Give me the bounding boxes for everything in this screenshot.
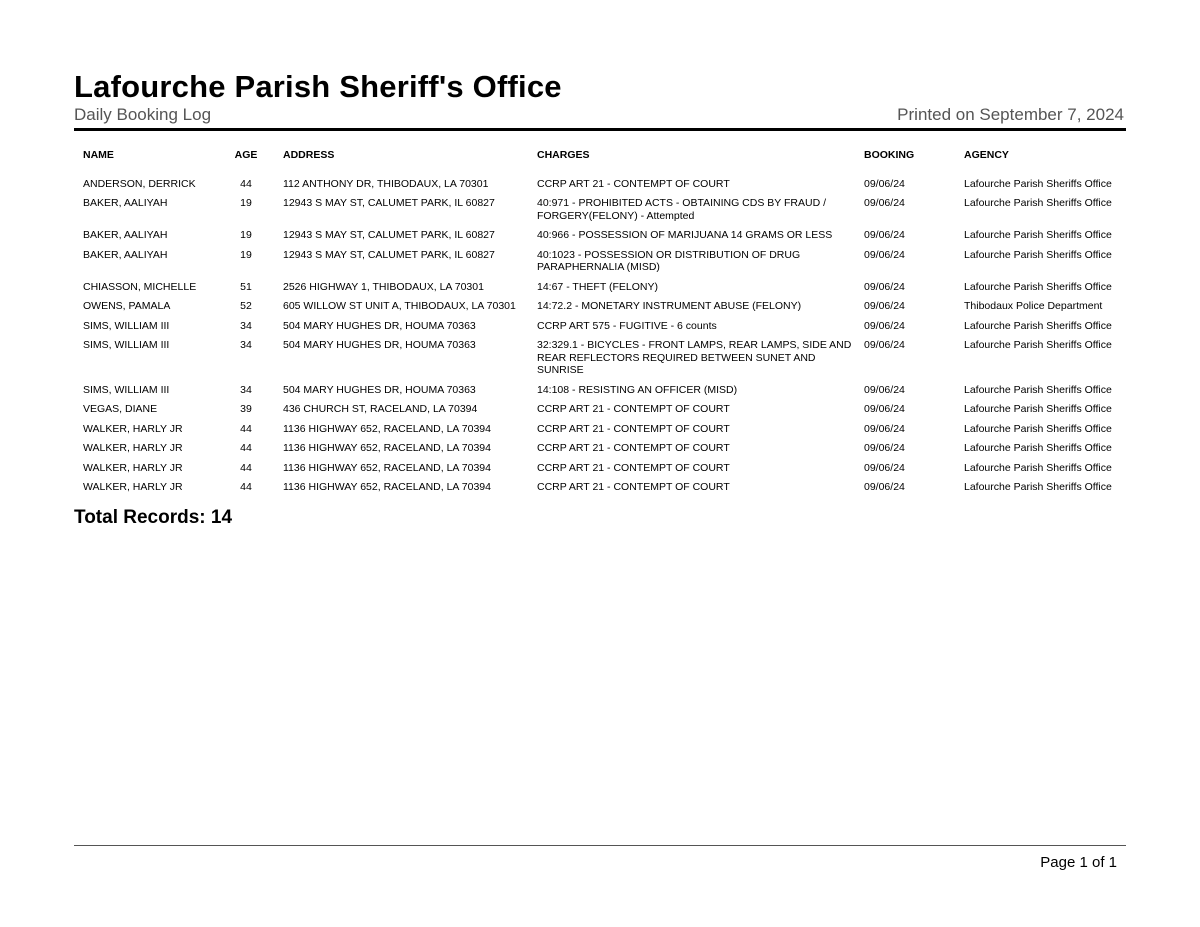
- cell-name: CHIASSON, MICHELLE: [83, 280, 197, 293]
- footer-divider: [74, 845, 1126, 846]
- cell-age: 51: [240, 280, 252, 293]
- column-header-name: NAME: [83, 149, 114, 161]
- cell-agency: Lafourche Parish Sheriffs Office: [964, 280, 1112, 293]
- cell-agency: Thibodaux Police Department: [964, 300, 1103, 312]
- cell-spacer: [269, 339, 283, 384]
- cell-charges: CCRP ART 575 - FUGITIVE - 6 counts: [537, 319, 717, 332]
- table-row: [83, 229, 1123, 249]
- cell-name: WALKER, HARLY JR: [83, 481, 183, 493]
- cell-age: 44: [240, 481, 252, 493]
- cell-age: 34: [240, 339, 252, 351]
- cell-age: 19: [240, 197, 252, 209]
- cell-charges: 40:971 - PROHIBITED ACTS - OBTAINING CDS BY FRAUD / FORGERY(FELONY) - Attempted: [537, 197, 827, 222]
- cell-spacer: [269, 462, 283, 482]
- table-row: [83, 442, 1123, 462]
- table-row: [83, 403, 1123, 423]
- cell-agency: Lafourche Parish Sheriffs Office: [964, 248, 1112, 261]
- cell-name: SIMS, WILLIAM III: [83, 319, 170, 332]
- cell-address: 504 MARY HUGHES DR, HOUMA 70363: [283, 339, 476, 351]
- table-row: [83, 320, 1123, 340]
- cell-name: WALKER, HARLY JR: [83, 461, 183, 474]
- cell-charges: 40:966 - POSSESSION OF MARIJUANA 14 GRAMS OR LESS: [537, 229, 833, 241]
- cell-booking: 09/06/24: [864, 229, 905, 241]
- cell-name: BAKER, AALIYAH: [83, 229, 168, 241]
- report-header: [74, 68, 1126, 128]
- cell-charges: 32:329.1 - BICYCLES - FRONT LAMPS, REAR LAMPS, SIDE AND REAR REFLECTORS REQUIRED BETWEEN SUNET AND SUNRISE: [537, 339, 852, 376]
- column-header-address: ADDRESS: [283, 149, 335, 161]
- cell-name: BAKER, AALIYAH: [83, 197, 168, 209]
- cell-name: VEGAS, DIANE: [83, 403, 158, 415]
- table-row: [83, 249, 1123, 281]
- table-row: [83, 197, 1123, 229]
- cell-booking: 09/06/24: [864, 197, 905, 209]
- cell-booking: 09/06/24: [864, 280, 905, 293]
- cell-charges: CCRP ART 21 - CONTEMPT OF COURT: [537, 481, 730, 493]
- cell-age: 19: [240, 229, 252, 241]
- cell-agency: Lafourche Parish Sheriffs Office: [964, 383, 1112, 396]
- cell-address: 12943 S MAY ST, CALUMET PARK, IL 60827: [283, 197, 495, 209]
- cell-booking: 09/06/24: [864, 422, 905, 435]
- cell-address: 1136 HIGHWAY 652, RACELAND, LA 70394: [283, 422, 491, 435]
- cell-age: 44: [240, 461, 252, 474]
- cell-name: OWENS, PAMALA: [83, 300, 171, 312]
- cell-agency: Lafourche Parish Sheriffs Office: [964, 339, 1112, 351]
- printed-date: Printed on September 7, 2024: [897, 105, 1124, 124]
- cell-address: 12943 S MAY ST, CALUMET PARK, IL 60827: [283, 229, 495, 241]
- cell-spacer: [269, 403, 283, 423]
- cell-agency: Lafourche Parish Sheriffs Office: [964, 442, 1112, 454]
- cell-address: 12943 S MAY ST, CALUMET PARK, IL 60827: [283, 248, 495, 261]
- cell-booking: 09/06/24: [864, 319, 905, 332]
- cell-booking: 09/06/24: [864, 300, 905, 312]
- cell-agency: Lafourche Parish Sheriffs Office: [964, 403, 1112, 415]
- cell-spacer: [269, 423, 283, 443]
- cell-spacer: [269, 320, 283, 340]
- cell-age: 34: [240, 383, 252, 396]
- column-header-charges: CHARGES: [537, 149, 590, 161]
- cell-booking: 09/06/24: [864, 339, 905, 351]
- cell-age: 44: [240, 177, 252, 190]
- cell-age: 44: [240, 422, 252, 435]
- table-row: [83, 178, 1123, 198]
- cell-charges: CCRP ART 21 - CONTEMPT OF COURT: [537, 177, 730, 190]
- cell-charges: CCRP ART 21 - CONTEMPT OF COURT: [537, 442, 730, 454]
- cell-name: WALKER, HARLY JR: [83, 422, 183, 435]
- cell-spacer: [269, 197, 283, 229]
- cell-charges: CCRP ART 21 - CONTEMPT OF COURT: [537, 422, 730, 435]
- cell-spacer: [269, 281, 283, 301]
- cell-address: 112 ANTHONY DR, THIBODAUX, LA 70301: [283, 177, 489, 190]
- cell-agency: Lafourche Parish Sheriffs Office: [964, 481, 1112, 493]
- report-subtitle: Daily Booking Log: [74, 105, 212, 124]
- table-row: [83, 462, 1123, 482]
- cell-address: 2526 HIGHWAY 1, THIBODAUX, LA 70301: [283, 280, 484, 293]
- cell-address: 1136 HIGHWAY 652, RACELAND, LA 70394: [283, 481, 491, 493]
- cell-agency: Lafourche Parish Sheriffs Office: [964, 177, 1112, 190]
- cell-address: 1136 HIGHWAY 652, RACELAND, LA 70394: [283, 442, 491, 454]
- table-row: [83, 384, 1123, 404]
- cell-age: 19: [240, 248, 252, 261]
- cell-spacer: [269, 384, 283, 404]
- cell-age: 39: [240, 403, 252, 415]
- cell-name: SIMS, WILLIAM III: [83, 339, 170, 351]
- cell-booking: 09/06/24: [864, 461, 905, 474]
- cell-spacer: [269, 481, 283, 501]
- cell-age: 44: [240, 442, 252, 454]
- cell-agency: Lafourche Parish Sheriffs Office: [964, 197, 1112, 209]
- cell-address: 436 CHURCH ST, RACELAND, LA 70394: [283, 403, 478, 415]
- cell-charges: CCRP ART 21 - CONTEMPT OF COURT: [537, 461, 730, 474]
- table-row: [83, 300, 1123, 320]
- column-spacer: [269, 149, 283, 178]
- cell-address: 605 WILLOW ST UNIT A, THIBODAUX, LA 70301: [283, 300, 516, 312]
- cell-booking: 09/06/24: [864, 481, 905, 493]
- cell-charges: 14:108 - RESISTING AN OFFICER (MISD): [537, 383, 738, 396]
- booking-table: [83, 149, 1123, 501]
- report-title: Lafourche Parish Sheriff's Office: [74, 69, 562, 104]
- cell-charges: 14:67 - THEFT (FELONY): [537, 280, 658, 293]
- cell-name: SIMS, WILLIAM III: [83, 383, 170, 396]
- cell-booking: 09/06/24: [864, 442, 905, 454]
- cell-agency: Lafourche Parish Sheriffs Office: [964, 229, 1112, 241]
- cell-address: 504 MARY HUGHES DR, HOUMA 70363: [283, 319, 476, 332]
- cell-booking: 09/06/24: [864, 248, 905, 261]
- cell-booking: 09/06/24: [864, 403, 905, 415]
- total-records: Total Records: 14: [74, 507, 233, 528]
- table-row: [83, 281, 1123, 301]
- cell-charges: 40:1023 - POSSESSION OR DISTRIBUTION OF DRUG PARAPHERNALIA (MISD): [537, 248, 801, 273]
- cell-name: BAKER, AALIYAH: [83, 248, 168, 261]
- table-row: [83, 481, 1123, 501]
- cell-name: WALKER, HARLY JR: [83, 442, 183, 454]
- header-divider: [74, 128, 1126, 131]
- cell-spacer: [269, 300, 283, 320]
- cell-agency: Lafourche Parish Sheriffs Office: [964, 319, 1112, 332]
- cell-booking: 09/06/24: [864, 383, 905, 396]
- cell-spacer: [269, 178, 283, 198]
- table-row: [83, 339, 1123, 384]
- cell-name: ANDERSON, DERRICK: [83, 177, 196, 190]
- cell-charges: 14:72.2 - MONETARY INSTRUMENT ABUSE (FELONY): [537, 300, 802, 312]
- cell-agency: Lafourche Parish Sheriffs Office: [964, 422, 1112, 435]
- column-header-age: AGE: [234, 149, 258, 161]
- cell-address: 504 MARY HUGHES DR, HOUMA 70363: [283, 383, 476, 396]
- cell-spacer: [269, 442, 283, 462]
- table-header-row: [83, 149, 1123, 178]
- cell-booking: 09/06/24: [864, 177, 905, 190]
- cell-agency: Lafourche Parish Sheriffs Office: [964, 461, 1112, 474]
- cell-charges: CCRP ART 21 - CONTEMPT OF COURT: [537, 403, 730, 415]
- cell-spacer: [269, 229, 283, 249]
- cell-spacer: [269, 249, 283, 281]
- cell-address: 1136 HIGHWAY 652, RACELAND, LA 70394: [283, 461, 491, 474]
- cell-age: 52: [240, 300, 252, 312]
- cell-age: 34: [240, 319, 252, 332]
- table-row: [83, 423, 1123, 443]
- table-body: [83, 178, 1123, 501]
- subtitle-row: [74, 104, 1126, 128]
- column-header-booking: BOOKING: [864, 149, 915, 161]
- column-header-agency: AGENCY: [964, 149, 1009, 161]
- page-number: Page 1 of 1: [1040, 854, 1117, 871]
